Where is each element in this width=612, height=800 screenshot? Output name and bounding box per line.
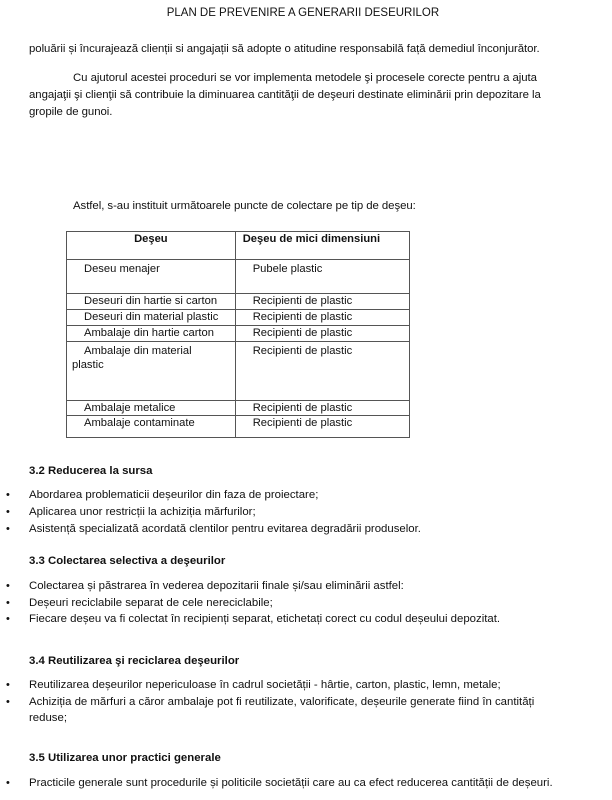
list-item-continuation: reduse;	[29, 712, 67, 724]
list-item: Fiecare deșeu va fi colectat în recipienți separat, etichetați corect cu codul deșeului depozitat.	[29, 613, 501, 625]
list-item: Colectarea și păstrarea în vederea depozitarii finale și/sau eliminării astfel:	[29, 580, 404, 592]
table-cell: Recipienti de plastic	[252, 327, 353, 339]
waste-collection-table	[66, 231, 410, 438]
table-row	[67, 342, 410, 401]
table-row	[67, 294, 410, 310]
paragraph-line: angajaţii şi clienţii să contribuie la diminuarea cantităţii de deşeuri destinate eliminării prin depozitare la	[29, 89, 541, 101]
table-header-cell: Deşeu	[67, 232, 236, 260]
table-row	[67, 416, 410, 438]
list-item: Practicile generale sunt procedurile și politicile societății care au ca efect reducerea cantității de deșeuri.	[29, 777, 553, 789]
table-cell: Ambalaje contaminate	[84, 417, 195, 429]
bullet-icon: •	[6, 679, 10, 691]
bullet-icon: •	[6, 613, 10, 625]
table-cell: Recipienti de plastic	[252, 402, 353, 414]
table-row	[67, 260, 410, 294]
table-intro: Astfel, s-au instituit următoarele puncte de colectare pe tip de deşeu:	[73, 200, 416, 212]
bullet-icon: •	[6, 777, 10, 789]
bullet-icon: •	[6, 597, 10, 609]
table-cell: Recipienti de plastic	[252, 295, 353, 307]
table-row	[67, 310, 410, 326]
table-header-cell: Deşeu de mici dimensiuni	[235, 232, 409, 260]
table-row	[67, 401, 410, 416]
table-cell: Recipienti de plastic	[252, 311, 353, 323]
table-cell: Ambalaje metalice	[84, 402, 176, 414]
bullet-icon: •	[6, 489, 10, 501]
bullet-icon: •	[6, 580, 10, 592]
table-header-row	[67, 232, 410, 260]
intro-line: poluării și încurajează clienții si angajații să adopte o atitudine responsabilă față demediul înconjurător.	[29, 43, 540, 55]
list-item: Achiziția de mărfuri a căror ambalaje pot fi reutilizate, valorificate, deșeurile generate fiind în cantități	[29, 696, 535, 708]
table-cell: Ambalaje din hartie carton	[84, 327, 214, 339]
section-heading: 3.3 Colectarea selectiva a deşeurilor	[29, 555, 226, 567]
list-item: Deșeuri reciclabile separat de cele nereciclabile;	[29, 597, 273, 609]
paragraph-line: Cu ajutorul acestei proceduri se vor implementa metodele şi procesele corecte pentru a ajuta	[73, 72, 537, 84]
table-row	[67, 326, 410, 342]
table-cell: Recipienti de plastic	[252, 345, 353, 357]
table-cell: Pubele plastic	[252, 263, 323, 275]
list-item: Abordarea problematicii deșeurilor din faza de proiectare;	[29, 489, 319, 501]
list-item: Asistență specializată acordată clentilor pentru evitarea degradării produselor.	[29, 523, 421, 535]
table-cell: Recipienti de plastic	[252, 417, 353, 429]
section-heading: 3.4 Reutilizarea şi reciclarea deşeurilor	[29, 655, 240, 667]
list-item: Aplicarea unor restricții la achiziția mărfurilor;	[29, 506, 256, 518]
page-header-title: PLAN DE PREVENIRE A GENERARII DESEURILOR	[166, 6, 440, 19]
section-heading: 3.2 Reducerea la sursa	[29, 465, 153, 477]
bullet-icon: •	[6, 506, 10, 518]
list-item: Reutilizarea deșeurilor nepericuloase în cadrul societății - hârtie, carton, plastic, lemn, metale;	[29, 679, 501, 691]
table-cell: Deseuri din material plastic	[84, 311, 219, 323]
table-cell: Deseu menajer	[84, 263, 160, 275]
paragraph-line: gropile de gunoi.	[29, 106, 113, 118]
bullet-icon: •	[6, 523, 10, 535]
bullet-icon: •	[6, 696, 10, 708]
table-cell: Ambalaje din material plastic	[72, 345, 192, 371]
section-heading: 3.5 Utilizarea unor practici generale	[29, 752, 221, 764]
table-cell: Deseuri din hartie si carton	[84, 295, 218, 307]
